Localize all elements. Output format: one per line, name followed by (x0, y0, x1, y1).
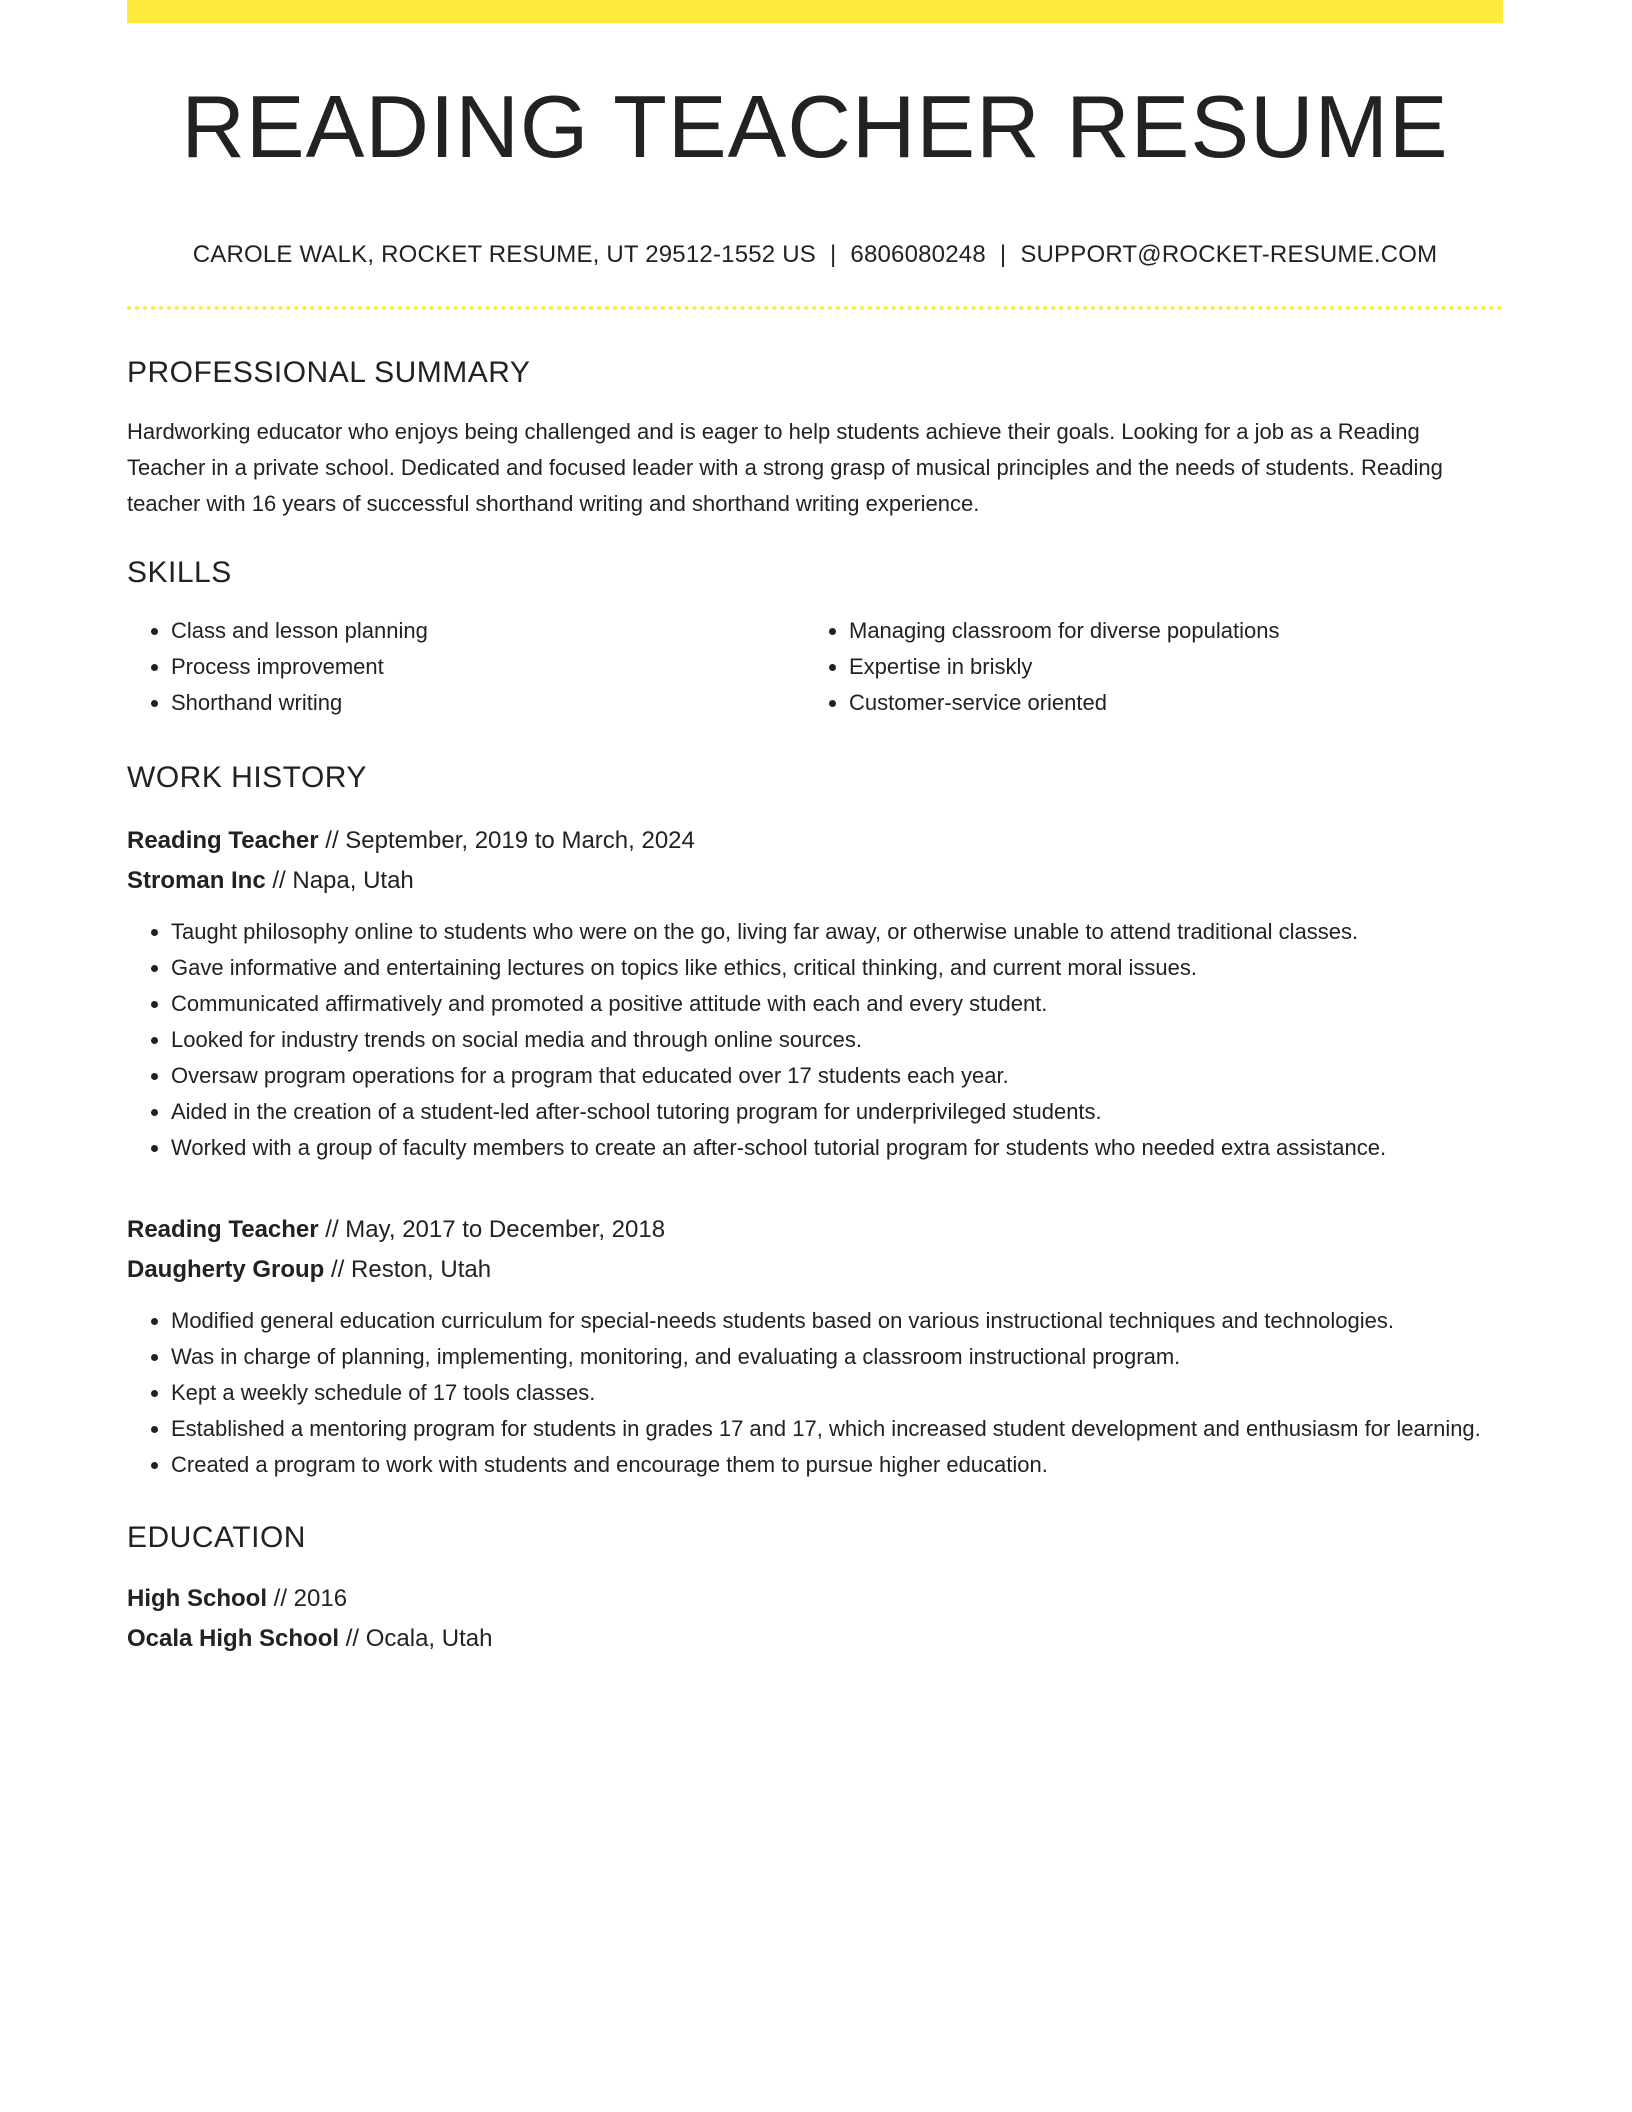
skills-heading: SKILLS (127, 556, 232, 589)
skills-list (127, 613, 1503, 721)
contact-phone: 6806080248 (850, 241, 986, 268)
job-bullet: • Communicated affirmatively and promoted a positive attitude with each and every student. (171, 986, 1503, 1022)
job-title-line (127, 1210, 1503, 1250)
job-title: Reading Teacher (127, 1216, 319, 1243)
job-bullet: • Taught philosophy online to students who were on the go, living far away, or otherwise unable to attend traditional classes. (171, 914, 1503, 950)
job-bullets (127, 1303, 1503, 1483)
skills-column-right (805, 613, 1483, 721)
summary-text: Hardworking educator who enjoys being challenged and is eager to help students achieve their goals. Looking for a job as a Reading Teacher in a private school. Dedicated and focused leader with a strong grasp of musical principles and the needs of students. Reading teacher with 16 years of successful shorthand writing and shorthand writing experience. (127, 419, 1443, 516)
job-entry (127, 821, 1503, 1166)
work-history-heading: WORK HISTORY (127, 761, 367, 794)
resume-page (127, 0, 1503, 1659)
job-bullet: • Aided in the creation of a student-led after-school tutoring program for underprivileged students. (171, 1094, 1503, 1130)
education-year: // 2016 (267, 1585, 348, 1612)
skill-item: • Expertise in briskly (849, 649, 1483, 685)
skill-item: • Customer-service oriented (849, 685, 1483, 721)
job-dates: // September, 2019 to March, 2024 (318, 827, 695, 854)
contact-email: SUPPORT@ROCKET-RESUME.COM (1020, 241, 1438, 268)
job-title: Reading Teacher (127, 827, 319, 854)
job-company-line (127, 1250, 1503, 1290)
job-bullet: • Looked for industry trends on social media and through online sources. (171, 1022, 1503, 1058)
education-heading: EDUCATION (127, 1521, 306, 1554)
skill-item: • Process improvement (171, 649, 805, 685)
education-degree-line (127, 1579, 1503, 1619)
contact-address: CAROLE WALK, ROCKET RESUME, UT 29512-1552 US (192, 241, 816, 268)
top-accent-bar (127, 0, 1503, 23)
job-company: Daugherty Group (127, 1256, 325, 1283)
job-company: Stroman Inc (127, 867, 266, 894)
job-bullet: • Established a mentoring program for students in grades 17 and 17, which increased student development and enthusiasm for learning. (171, 1411, 1503, 1447)
contact-line (127, 241, 1503, 269)
skill-item: • Managing classroom for diverse populations (849, 613, 1483, 649)
job-bullet: • Created a program to work with students and encourage them to pursue higher education. (171, 1447, 1503, 1483)
job-bullet: • Gave informative and entertaining lectures on topics like ethics, critical thinking, and current moral issues. (171, 950, 1503, 986)
contact-separator: | (999, 241, 1007, 268)
job-dates: // May, 2017 to December, 2018 (318, 1216, 666, 1243)
resume-title: READING TEACHER RESUME (181, 77, 1449, 176)
job-bullets (127, 914, 1503, 1166)
job-location: // Napa, Utah (265, 867, 414, 894)
education-entry (127, 1579, 1503, 1659)
job-bullet: • Modified general education curriculum for special-needs students based on various instructional techniques and technologies. (171, 1303, 1503, 1339)
education-school: Ocala High School (127, 1625, 340, 1652)
education-school-line (127, 1619, 1503, 1659)
contact-separator: | (829, 241, 837, 268)
job-bullet: • Worked with a group of faculty members to create an after-school tutorial program for students who needed extra assistance. (171, 1130, 1503, 1166)
job-bullet: • Was in charge of planning, implementing, monitoring, and evaluating a classroom instructional program. (171, 1339, 1503, 1375)
job-bullet: • Oversaw program operations for a program that educated over 17 students each year. (171, 1058, 1503, 1094)
skill-item: • Shorthand writing (171, 685, 805, 721)
skill-item: • Class and lesson planning (171, 613, 805, 649)
summary-heading: PROFESSIONAL SUMMARY (127, 356, 531, 389)
job-company-line (127, 861, 1503, 901)
job-title-line (127, 821, 1503, 861)
job-location: // Reston, Utah (324, 1256, 492, 1283)
dotted-divider (127, 306, 1503, 310)
skills-column-left (127, 613, 805, 721)
job-bullet: • Kept a weekly schedule of 17 tools classes. (171, 1375, 1503, 1411)
education-location: // Ocala, Utah (339, 1625, 493, 1652)
job-entry (127, 1210, 1503, 1483)
education-degree: High School (127, 1585, 267, 1612)
